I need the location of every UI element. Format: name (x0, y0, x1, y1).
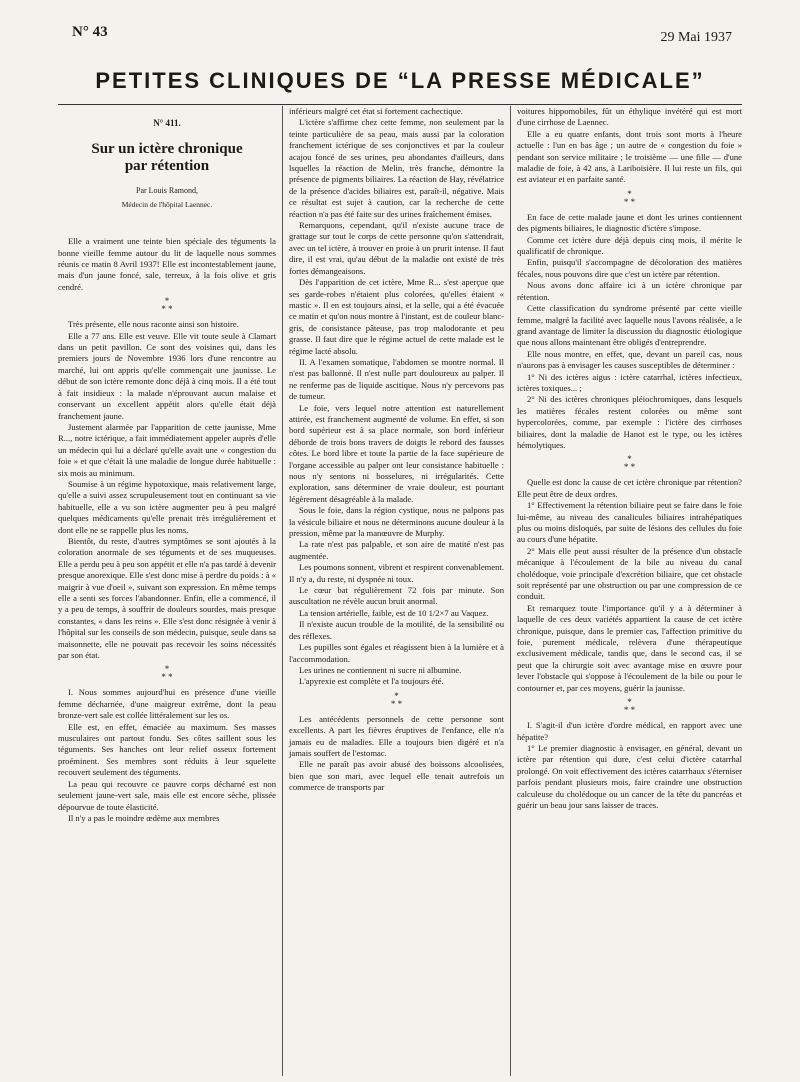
paragraph: La tension artérielle, faible, est de 10 1/2×7 au Vaquez. (299, 607, 489, 618)
issue-date: 29 Mai 1937 (660, 30, 732, 45)
column-2 (282, 106, 511, 1076)
paragraph: 1° Ni des ictères aigus : ictère catarrhal, ictères infectieux, ictères toxiques... ; (517, 371, 742, 393)
article-author: Par Louis Ramond, (136, 186, 198, 196)
paragraph: Elle est, en effet, émaciée au maximum. Ses masses musculaires ont partout fondu. Ses côtes saillent sous les téguments. Ses hanches ont leur relief osseux fortement proéminent. Ses membres sont réduits à leur squelette recouvert seulement des téguments. (58, 721, 276, 778)
paragraph: Et remarquez toute l'importance qu'il y a à déterminer à laquelle de ces deux variétés appartient la cause de cet ictère chronique, puisque, dans le premier cas, l'affection primitive du foie, purement médicale, relèvera d'une thérapeutique exclusivement médicale, tandis que, dans le second cas, il se peut que la chirurgie soit avec avantage mise en œuvre pour lever l'obstacle qui s'oppose à l'écoulement de la bile ou pour le contourner et, par ces moyens, guérir la jaunisse. (517, 602, 742, 693)
paragraph: En face de cette malade jaune et dont les urines contiennent des pigments biliaires, le diagnostic d'ictère s'impose. (517, 211, 742, 234)
section-separator: * * * (623, 188, 636, 207)
paragraph: Elle a eu quatre enfants, dont trois sont morts à l'heure actuelle : l'un en bas âge ; un autre de « congestion du foie » pendant son service militaire ; le troisième — une fille — d'une maladie de foie, à 42 ans, à Lariboisière. Il lui reste un fils, qui est aviateur et en parfaite santé. (517, 128, 742, 185)
paragraph: Cette classification du syndrome présenté par cette vieille femme, malgré la facilité avec laquelle nous l'avons réalisée, a le grand avantage de limiter la discussion du diagnostic étiologique que nous allons maintenant être obligés d'entreprendre. (517, 303, 742, 348)
paragraph: voitures hippomobiles, fût un éthylique invétéré qui est mort d'une cirrhose de Laennec. (517, 106, 742, 128)
paragraph: Le cœur bat régulièrement 72 fois par minute. Son auscultation ne révèle aucun bruit anormal. (289, 585, 504, 607)
page-number: N° 43 (72, 24, 108, 40)
paragraph: Les pupilles sont égales et réagissent bien à la lumière et à l'accommodation. (289, 642, 504, 664)
section-separator: * * * (623, 454, 636, 473)
paragraph: Le foie, vers lequel notre attention est naturellement attirée, est franchement augmenté de volume. En effet, si son bord supérieur est à sa place normale, son bord inférieur déborde de trois bons travers de doigts le rebord des fausses côtes. Le bord libre et toute la partie de la face supérieure de l'organe accessible au palper ont leur consistance habituelle : nous n'y sentons ni bosselures, ni irrégularités. Cette exploration, sans déterminer de vraie douleur, est pourtant légèrement désagréable à la malade. (289, 402, 504, 504)
article-title (58, 141, 276, 175)
header-rule (58, 104, 742, 105)
paragraph: Enfin, puisqu'il s'accompagne de décoloration des matières fécales, nous pouvons dire que c'est un ictère par rétention. (517, 257, 742, 279)
paragraph: Les poumons sonnent, vibrent et respirent convenablement. Il n'y a, du reste, ni dyspnée ni toux. (289, 562, 504, 584)
paragraph: Très présente, elle nous raconte ainsi son histoire. (68, 319, 239, 330)
paragraph: Quelle est donc la cause de cet ictère chronique par rétention? Elle peut être de deux ordres. (517, 477, 742, 499)
paragraph: inférieurs malgré cet état si fortement cachectique. (289, 106, 463, 116)
section-separator: * * * (623, 697, 636, 716)
journal-title: PETITES CLINIQUES DE “LA PRESSE MÉDICALE” (95, 68, 705, 93)
author-affiliation: Médecin de l'hôpital Laennec. (121, 199, 213, 209)
paragraph: La rate n'est pas palpable, et son aire de matité n'est pas augmentée. (289, 539, 504, 561)
paragraph: Nous avons donc affaire ici à un ictère chronique par rétention. (517, 280, 742, 302)
paragraph: 2° Mais elle peut aussi résulter de la présence d'un obstacle mécanique à l'écoulement de la bile au niveau du canal cholédoque, voie principale d'excrétion biliaire, que cet obstacle soit représenté par une obstruction ou par une compression de ce conduit. (517, 545, 742, 602)
column-1 (58, 106, 282, 1076)
paragraph: La peau qui recouvre ce pauvre corps décharné est non seulement jaune-vert sale, mais elle est encore sèche, plissée dépourvue de toute élasticité. (58, 778, 276, 812)
paragraph: Sous le foie, dans la région cystique, nous ne palpons pas la vésicule biliaire et nous ne déterminons aucune douleur à la pression, même par la manœuvre de Murphy. (289, 505, 504, 539)
paragraph: Dès l'apparition de cet ictère, Mme R... s'est aperçue que ses garde-robes n'étaient plus colorées, qu'elles étaient « mastic ». Il en est toujours ainsi, et la selle, qui a été évacuée ce matin et qu'on nous montre à l'instant, est de couleur blanc-gris, de consistance pâteuse, pas trop malodorante et peu grasse. Il faut dire que le régime actuel de cette malade est le régime lacté absolu. (289, 277, 504, 356)
paragraph: I. S'agit-il d'un ictère d'ordre médical, en rapport avec une hépatite? (517, 720, 742, 742)
paragraph: Justement alarmée par l'apparition de cette jaunisse, Mme R..., notre ictérique, a fait immédiatement appeler auprès d'elle un médecin qui lui a déclaré qu'elle avait une « congestion du foie » et que c'était là une maladie de longue durée habituelle : six mois au minimum. (58, 421, 276, 478)
paragraph: Les urines ne contiennent ni sucre ni albumine. (299, 664, 462, 675)
paragraph: 2° Ni des ictères chroniques pléiochromiques, dans lesquels les matières fécales restent colorées ou même sont hypercolorées, comme, par exemple : l'ictère des cirrhoses biliaires, dont la maladie de Hanot est le type, ou les ictères hémolytiques. (517, 394, 742, 450)
paragraph: 1° Le premier diagnostic à envisager, en général, devant un ictère par rétention qui dure, c'est celui d'ictère catarrhal prolongé. On voit effectivement des ictères catarrhaux s'éterniser parfois pendant plusieurs mois, faire craindre une obstruction calculeuse du cholédoque ou un cancer de la tête du pancréas et guérir un beau jour sans laisser de traces. (517, 742, 742, 810)
paragraph: I. Nous sommes aujourd'hui en présence d'une vieille femme décharnée, d'une maigreur extrême, dont la peau bronze-vert sale est collée littéralement sur les os. (58, 687, 276, 721)
paragraph: II. A l'examen somatique, l'abdomen se montre normal. Il n'est pas ballonné. Il n'est nulle part douloureux au palper. Il ne renferme pas de liquide ascitique. Nous n'y percevons pas de tumeur. (289, 356, 504, 402)
article-columns (58, 106, 742, 1076)
section-separator: * * * (161, 296, 173, 315)
article-title-line-1: Sur un ictère chronique (91, 141, 243, 158)
column-3 (511, 106, 742, 1076)
paragraph: 1° Effectivement la rétention biliaire peut se faire dans le foie lui-même, au niveau des canalicules biliaires intrahépatiques plus ou moins disloqués, par suite de lésions des cellules du foie au cours d'une hépatite. (517, 500, 742, 545)
paragraph: Soumise à un régime hypotoxique, mais relativement large, qu'elle a suivi assez scrupuleusement tout en continuant sa vie habituelle, elle a vu son ictère augmenter peu à peu malgré quelques médicaments qu'elle prenait très irrégulièrement et dont elle ne se rappelle plus les noms. (58, 478, 276, 535)
paragraph: Les antécédents personnels de cette personne sont excellents. A part les fièvres éruptives de l'enfance, elle n'a jamais eu de maladies. Elle a toujours bien digéré et n'a jamais souffert de l'estomac. (289, 713, 504, 758)
paragraph: L'ictère s'affirme chez cette femme, non seulement par la teinte particulière de sa peau, mais aussi par la coloration franchement ictérique de ses conjonctives et par la couleur acajou foncé de ses urines, peu abondantes d'ailleurs, dans lsquelles la réaction de Melin, très franche, démontre la présence de pigments biliaires. La réaction de Hay, révélatrice de la présence d'acides biliaires est, paraît-il, négative. Mais ce résultat est sujet à caution, car la recherche de cette réaction n'a pas été faite sur des urines fraîchement émises. (289, 117, 504, 219)
paragraph: Il n'existe aucun trouble de la motilité, de la sensibilité ou des réflexes. (289, 619, 504, 641)
paragraph: L'apyrexie est complète et l'a toujours été. (299, 676, 444, 687)
paragraph: Il n'y a pas le moindre œdème aux membres (68, 812, 220, 823)
section-separator: * * * (161, 664, 173, 683)
paragraph: Elle ne paraît pas avoir abusé des boissons alcoolisées, bien que son mari, avec lequel elle tenait autrefois un commerce de transports par (289, 759, 504, 793)
article-title-line-2: par rétention (124, 158, 210, 175)
paragraph: Elle a vraiment une teinte bien spéciale des téguments la bonne vieille femme autour du lit de laquelle nous sommes réunis ce matin 8 Avril 1937! Elle est incontestablement jaune, mais d'un jaune foncé, sale, terreux, à la fois olive et gris cendré. (58, 236, 276, 292)
paragraph: Comme cet ictère dure déjà depuis cinq mois, il mérite le qualificatif de chronique. (517, 234, 742, 257)
paragraph: Remarquons, cependant, qu'il n'existe aucune trace de grattage sur tout le corps de cette personne qu'on s'attendrait, avec un tel ictère, à trouver en proie à un prurit intense. Il faut dire, il est vrai, qu'au début de la maladie ont existé de très fortes démangeaisons. (289, 220, 504, 276)
section-separator: * * * (390, 690, 403, 709)
paragraph: Bientôt, du reste, d'autres symptômes se sont ajoutés à la coloration anormale de ses téguments et de ses muqueuses. Elle a perdu peu à peu son appétit et elle n'a pas tardé à devenir presque anorexique. Elle s'est donc mise à perdre du poids : à « maigrir à vue d'oeil », suivant son expression. En même temps elle a senti ses forces l'abandonner. Enfin, elle a commencé, il y a peu de temps, à souffrir de douleurs sourdes, mais presque constantes, « dans les reins ». Elle s'est donc résignée à venir à l'hôpital sur les conseils de son médecin, puisque, seule dans sa maisonnette, elle ne pouvait pas recevoir les soins nécessités par son état. (58, 535, 276, 661)
paragraph: Elle a 77 ans. Elle est veuve. Elle vit toute seule à Clamart dans un petit pavillon. Ce sont des voisines qui, dans les premiers jours de Novembre 1936 lors d'une rencontre au marché, lui ont appris qu'elle commençait une jaunisse. Le début de son ictère remonte donc déjà à cinq mois. Il a été tout à fait insidieux : la malade n'éprouvant aucun malaise et conservant un excellent appétit alors qu'elle était déjà franchement jaune. (58, 330, 276, 421)
paragraph: Elle nous montre, en effet, que, devant un pareil cas, nous n'aurons pas à envisager les causes susceptibles de déterminer : (517, 348, 742, 371)
article-number: N° 411. (153, 118, 181, 128)
